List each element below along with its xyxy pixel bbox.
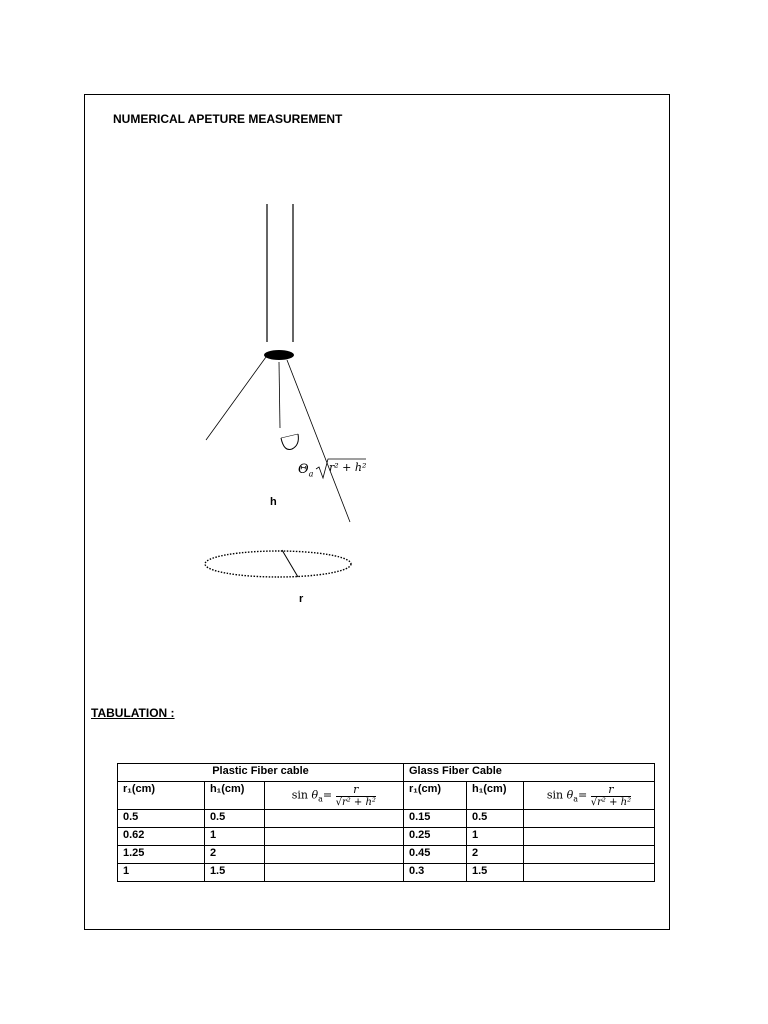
spot-circle [205,551,351,577]
table-row [118,810,655,828]
plastic-h-cell: 0.5 [204,810,264,828]
table-row [118,828,655,846]
glass-r-cell: 0.3 [404,864,467,882]
glass-h-cell: 0.5 [467,810,524,828]
glass-sin-cell [524,846,655,864]
radius-line [282,550,298,577]
plastic-h-cell: 1 [204,828,264,846]
glass-h-cell: 1.5 [467,864,524,882]
fiber-tip [264,350,294,360]
glass-r-cell: 0.25 [404,828,467,846]
plastic-group-header: Plastic Fiber cable [118,764,404,782]
glass-col-r: r₁(cm) [404,782,467,810]
plastic-h-cell: 2 [204,846,264,864]
table-row [118,864,655,882]
glass-col-formula: $\sin \theta_a=$ $\frac{r}{\text{√r² + h²}}$ [524,782,655,810]
glass-col-h: h₁(cm) [467,782,524,810]
cone-right-ray [287,360,350,522]
glass-h-cell: 1 [467,828,524,846]
angle-arc-chord [281,434,298,438]
angle-arc [281,434,298,450]
cone-left-ray [206,357,266,440]
plastic-sin-cell [264,864,403,882]
sqrt-expression: r² + h² [329,461,367,474]
plastic-r-cell: 0.62 [118,828,205,846]
plastic-sin-cell [264,828,403,846]
glass-r-cell: 0.45 [404,846,467,864]
plastic-h-cell: 1.5 [204,864,264,882]
glass-sin-cell [524,864,655,882]
table-row [118,846,655,864]
theta-label: $\Theta_a$ [298,462,314,479]
plastic-col-formula: $\sin \theta_a=$ $\frac{r}{\text{√r² + h²}}$ [264,782,403,810]
plastic-r-cell: 1 [118,864,205,882]
radius-label: r [299,593,304,605]
cone-axis-line [279,362,280,428]
glass-sin-cell [524,828,655,846]
table-group-row [118,764,655,782]
plastic-sin-cell [264,810,403,828]
glass-r-cell: 0.15 [404,810,467,828]
plastic-r-cell: 1.25 [118,846,205,864]
plastic-col-r: r₁(cm) [118,782,205,810]
glass-group-header: Glass Fiber Cable [404,764,655,782]
height-label: h [270,496,277,508]
plastic-r-cell: 0.5 [118,810,205,828]
measurement-table [117,763,655,882]
table-header-row [118,782,655,810]
glass-sin-cell [524,810,655,828]
tabulation-heading: TABULATION : [91,706,175,720]
plastic-col-h: h₁(cm) [204,782,264,810]
glass-h-cell: 2 [467,846,524,864]
plastic-sin-cell [264,846,403,864]
page-title: NUMERICAL APETURE MEASUREMENT [113,112,343,126]
